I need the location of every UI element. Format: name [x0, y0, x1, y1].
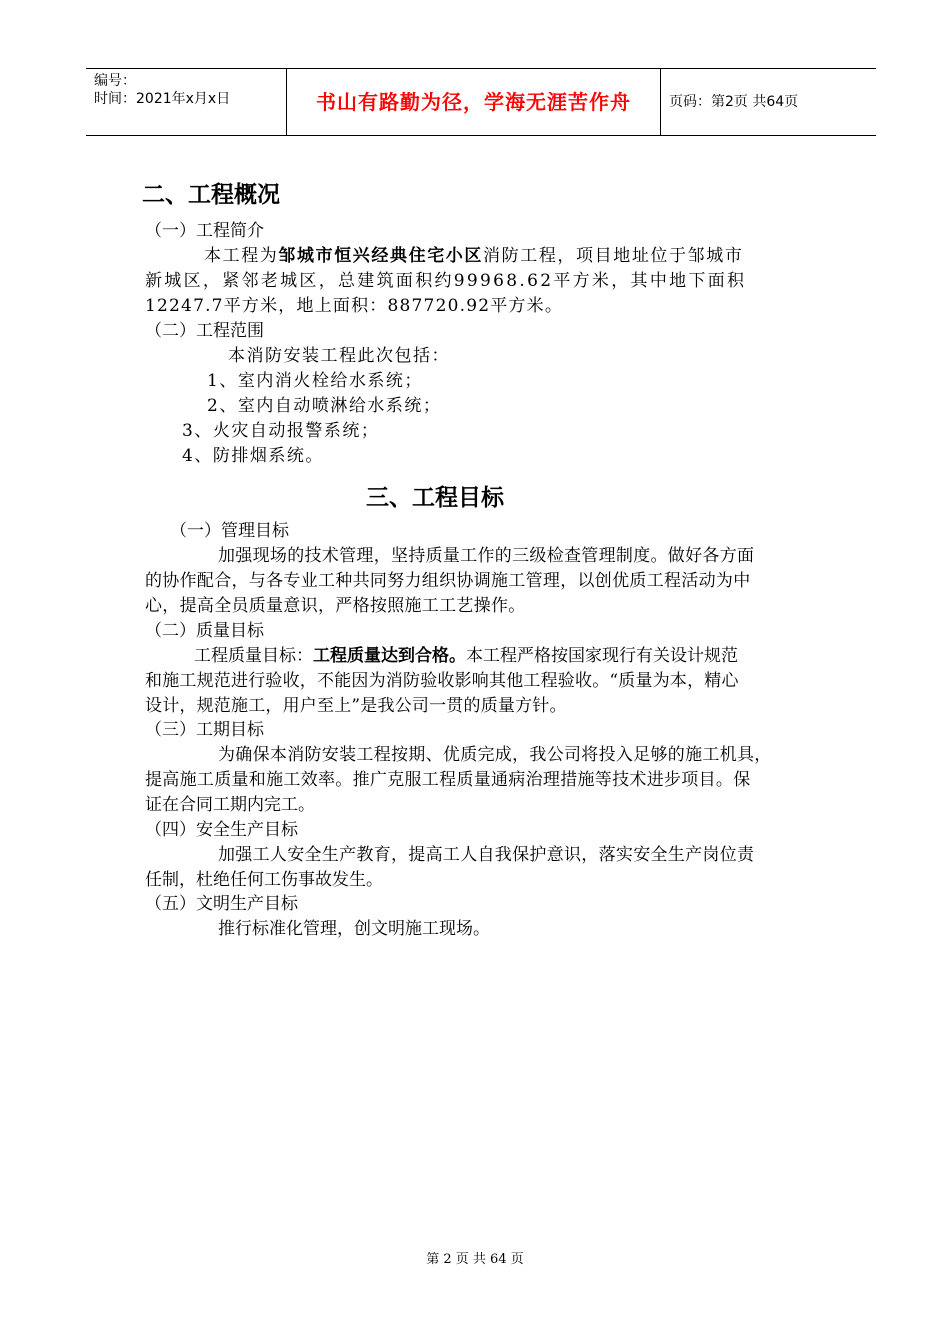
- management-line: 加强现场的技术管理，坚持质量工作的三级检查管理制度。做好各方面: [218, 546, 755, 566]
- schedule-line: 为确保本消防安装工程按期、优质完成，我公司将投入足够的施工机具，: [218, 745, 772, 765]
- intro-line-1: 本工程为邹城市恒兴经典住宅小区消防工程，项目地址位于邹城市: [204, 246, 744, 266]
- document-number-label: 编号：: [94, 73, 136, 89]
- subsection-title-safety: （四）安全生产目标: [145, 820, 298, 840]
- header-meta: [86, 69, 287, 135]
- quality-line: 设计，规范施工，用户至上”是我公司一贯的质量方针。: [145, 696, 567, 716]
- document-time: 时间：2021年x月x日: [94, 91, 231, 107]
- schedule-line: 证在合同工期内完工。: [145, 795, 315, 815]
- intro-line-2: 新城区，紧邻老城区，总建筑面积约99968.62平方米，其中地下面积: [145, 271, 747, 291]
- management-line: 的协作配合，与各专业工种共同努力组织协调施工管理，以创优质工程活动为中: [145, 571, 751, 591]
- subsection-title-schedule: （三）工期目标: [145, 720, 264, 740]
- section-title-goals: 三、工程目标: [366, 485, 504, 511]
- scope-item: 3、火灾自动报警系统；: [182, 421, 380, 441]
- scope-item: 2、室内自动喷淋给水系统；: [207, 396, 442, 416]
- header-page-info: 页码：第2页 共64页: [669, 94, 799, 110]
- project-name: 邹城市恒兴经典住宅小区: [278, 246, 484, 266]
- civilized-line: 推行标准化管理，创文明施工现场。: [218, 919, 490, 939]
- subsection-title-intro: （一）工程简介: [145, 221, 264, 241]
- intro-line-3: 12247.7平方米，地上面积：887720.92平方米。: [145, 296, 564, 316]
- subsection-title-scope: （二）工程范围: [145, 321, 264, 341]
- management-line: 心，提高全员质量意识，严格按照施工工艺操作。: [145, 596, 526, 616]
- page-footer: 第 2 页 共 64 页: [426, 1252, 524, 1267]
- safety-line: 加强工人安全生产教育，提高工人自我保护意识，落实安全生产岗位责: [218, 845, 755, 865]
- quality-line-1: 工程质量目标：工程质量达到合格。本工程严格按国家现行有关设计规范: [194, 646, 738, 666]
- scope-item: 1、室内消火栓给水系统；: [207, 371, 423, 391]
- page-header: [86, 68, 876, 136]
- subsection-title-management: （一）管理目标: [170, 521, 289, 541]
- safety-line: 任制，杜绝任何工伤事故发生。: [145, 870, 383, 890]
- subsection-title-quality: （二）质量目标: [145, 621, 264, 641]
- subsection-title-civilized: （五）文明生产目标: [145, 894, 298, 914]
- header-slogan: 书山有路勤为径，学海无涯苦作舟: [287, 69, 661, 135]
- quality-target: 工程质量达到合格。: [313, 646, 466, 666]
- quality-line: 和施工规范进行验收，不能因为消防验收影响其他工程验收。“质量为本，精心: [145, 671, 739, 691]
- scope-item: 4、防排烟系统。: [182, 446, 324, 466]
- scope-intro: 本消防安装工程此次包括：: [228, 346, 450, 366]
- schedule-line: 提高施工质量和施工效率。推广克服工程质量通病治理措施等技术进步项目。保: [145, 770, 751, 790]
- section-title-overview: 二、工程概况: [142, 182, 280, 208]
